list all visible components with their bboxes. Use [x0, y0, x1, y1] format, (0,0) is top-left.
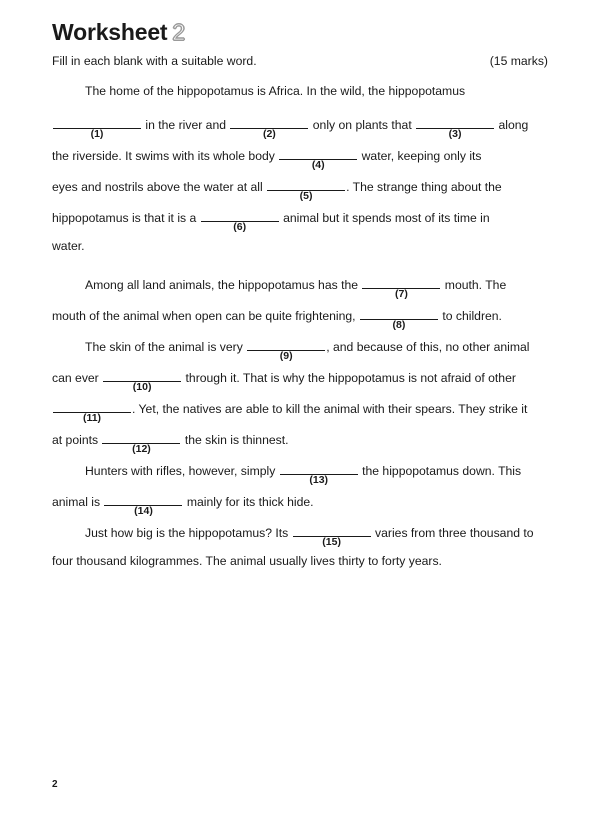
text-line [52, 115, 548, 146]
line-text: Just how big is the hippopotamus? Its [85, 526, 292, 540]
blank-number-12: (12) [132, 443, 151, 455]
blank-number-4: (4) [311, 159, 325, 171]
blank-number-13: (13) [309, 474, 329, 486]
blank-field-9[interactable] [247, 337, 325, 362]
blank-field-15[interactable] [293, 523, 371, 548]
blank-number-11: (11) [82, 412, 102, 424]
line-text: water, keeping only its [358, 149, 482, 163]
blank-number-8: (8) [392, 319, 406, 331]
line-text: the skin is thinnest. [181, 433, 289, 447]
line-text: four thousand kilogrammes. The animal usually lives thirty to forty years. [52, 554, 442, 568]
blank-number-7: (7) [395, 288, 408, 300]
blank-field-12[interactable] [102, 430, 180, 455]
line-text: to children. [438, 309, 502, 323]
blank-number-9: (9) [279, 350, 293, 362]
line-text: Among all land animals, the hippopotamus has the [85, 278, 362, 292]
text-line [52, 177, 548, 208]
blank-number-2: (2) [262, 128, 276, 140]
line-text: animal but it spends most of its time in [279, 211, 490, 225]
worksheet-body [52, 84, 548, 585]
line-text: water. [52, 239, 85, 253]
line-text: mouth of the animal when open can be quite frightening, [52, 309, 359, 323]
line-text: eyes and nostrils above the water at all [52, 180, 267, 194]
blank-field-1[interactable] [53, 115, 141, 140]
blank-field-6[interactable] [201, 208, 279, 233]
blank-number-15: (15) [322, 536, 341, 548]
blank-field-2[interactable] [230, 115, 308, 140]
line-text: , and because of this, no other animal [326, 340, 530, 354]
text-line [52, 239, 548, 275]
line-text: mainly for its thick hide. [183, 495, 314, 509]
blank-field-11[interactable] [53, 399, 131, 424]
line-text: only on plants that [309, 118, 416, 132]
line-text: The home of the hippopotamus is Africa. In the wild, the hippopotamus [85, 84, 466, 98]
blank-number-14: (14) [134, 505, 153, 517]
text-line [52, 306, 548, 337]
blank-field-10[interactable] [103, 368, 181, 393]
line-text: the riverside. It swims with its whole body [52, 149, 279, 163]
marks-label: (15 marks) [489, 54, 548, 68]
line-text: animal is [52, 495, 104, 509]
line-text: along [495, 118, 529, 132]
text-line [52, 146, 548, 177]
blank-field-4[interactable] [279, 146, 357, 171]
text-line [52, 492, 548, 523]
blank-number-1: (1) [90, 128, 104, 140]
text-line [52, 523, 548, 554]
line-text: through it. That is why the hippopotamus is not afraid of other [182, 371, 516, 385]
line-text: varies from three thousand to [371, 526, 534, 540]
text-line [52, 554, 548, 585]
text-line [52, 461, 548, 492]
line-text: the hippopotamus down. This [358, 464, 522, 478]
line-text: at points [52, 433, 102, 447]
page-title [52, 20, 548, 45]
blank-number-6: (6) [233, 221, 247, 233]
blank-number-3: (3) [448, 128, 462, 140]
blank-number-5: (5) [299, 190, 313, 202]
line-text: hippopotamus is that it is a [52, 211, 200, 225]
blank-field-14[interactable] [104, 492, 182, 517]
blank-number-10: (10) [132, 381, 152, 393]
line-text: in the river and [142, 118, 230, 132]
text-line [52, 399, 548, 430]
blank-field-13[interactable] [280, 461, 358, 486]
text-line [52, 337, 548, 368]
line-text: Hunters with rifles, however, simply [85, 464, 279, 478]
blank-field-8[interactable] [360, 306, 438, 331]
blank-field-7[interactable] [362, 275, 440, 300]
line-text: . The strange thing about the [346, 180, 502, 194]
line-text: mouth. The [441, 278, 507, 292]
line-text: can ever [52, 371, 103, 385]
worksheet-number: 2 [172, 19, 185, 45]
text-line [52, 368, 548, 399]
text-line [52, 208, 548, 239]
page-header [52, 20, 548, 45]
text-line [52, 84, 548, 115]
page-title-text: Worksheet [52, 19, 168, 45]
line-text: . Yet, the natives are able to kill the animal with their spears. They strike it [132, 402, 528, 416]
instruction-text: Fill in each blank with a suitable word. [52, 54, 257, 68]
text-line [52, 430, 548, 461]
blank-field-3[interactable] [416, 115, 494, 140]
instruction-row [52, 54, 548, 68]
line-text: The skin of the animal is very [85, 340, 247, 354]
page-number: 2 [52, 779, 58, 790]
blank-field-5[interactable] [267, 177, 345, 202]
text-line [52, 275, 548, 306]
